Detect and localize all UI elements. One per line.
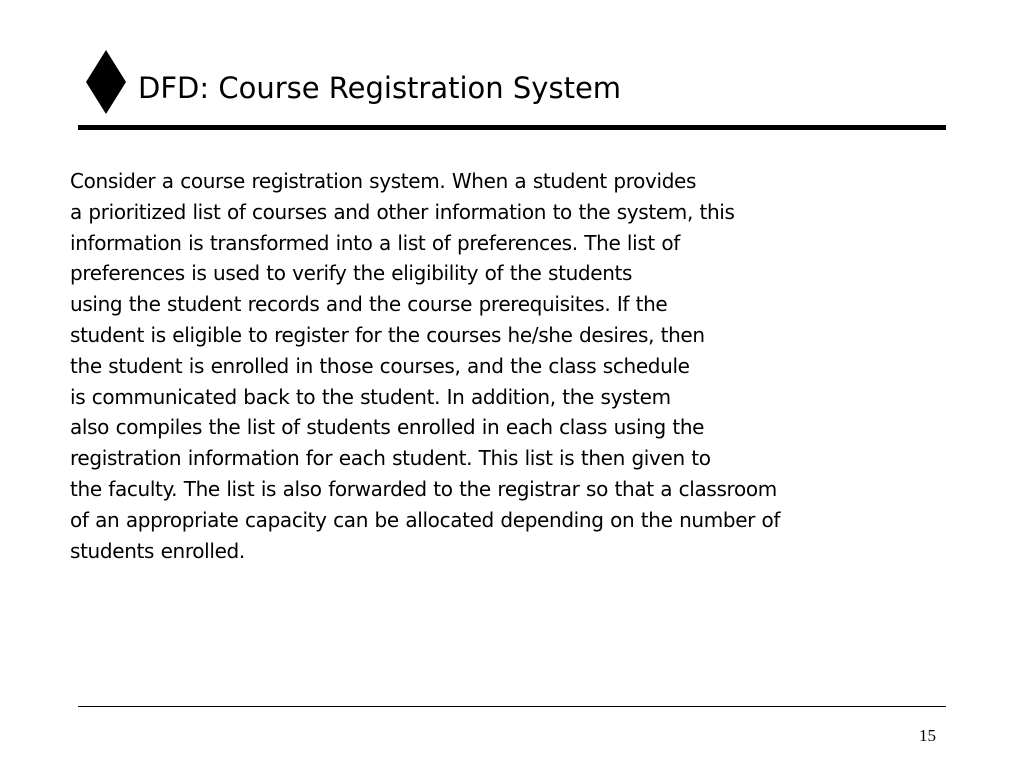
body-line: a prioritized list of courses and other information to the system, this bbox=[70, 199, 735, 224]
body-line: the faculty. The list is also forwarded to the registrar so that a classroom bbox=[70, 476, 777, 501]
diamond-bullet-icon bbox=[86, 50, 126, 114]
body-line: information is transformed into a list of preferences. The list of bbox=[70, 230, 680, 255]
body-line: is communicated back to the student. In addition, the system bbox=[70, 384, 671, 409]
slide-body bbox=[70, 166, 780, 566]
body-line: also compiles the list of students enrolled in each class using the bbox=[70, 415, 705, 440]
page-number: 15 bbox=[919, 726, 936, 745]
footer-divider bbox=[78, 706, 946, 707]
body-line: the student is enrolled in those courses, and the class schedule bbox=[70, 353, 690, 378]
body-line: preferences is used to verify the eligibility of the students bbox=[70, 261, 633, 286]
title-divider bbox=[78, 125, 946, 130]
body-line: registration information for each student. This list is then given to bbox=[70, 446, 711, 471]
body-line: student is eligible to register for the courses he/she desires, then bbox=[70, 322, 705, 347]
body-line: Consider a course registration system. When a student provides bbox=[70, 169, 697, 193]
slide-title: DFD: Course Registration System bbox=[138, 71, 622, 105]
body-line: of an appropriate capacity can be allocated depending on the number of bbox=[70, 507, 781, 532]
body-line: using the student records and the course prerequisites. If the bbox=[70, 292, 668, 317]
body-line: students enrolled. bbox=[70, 538, 245, 563]
